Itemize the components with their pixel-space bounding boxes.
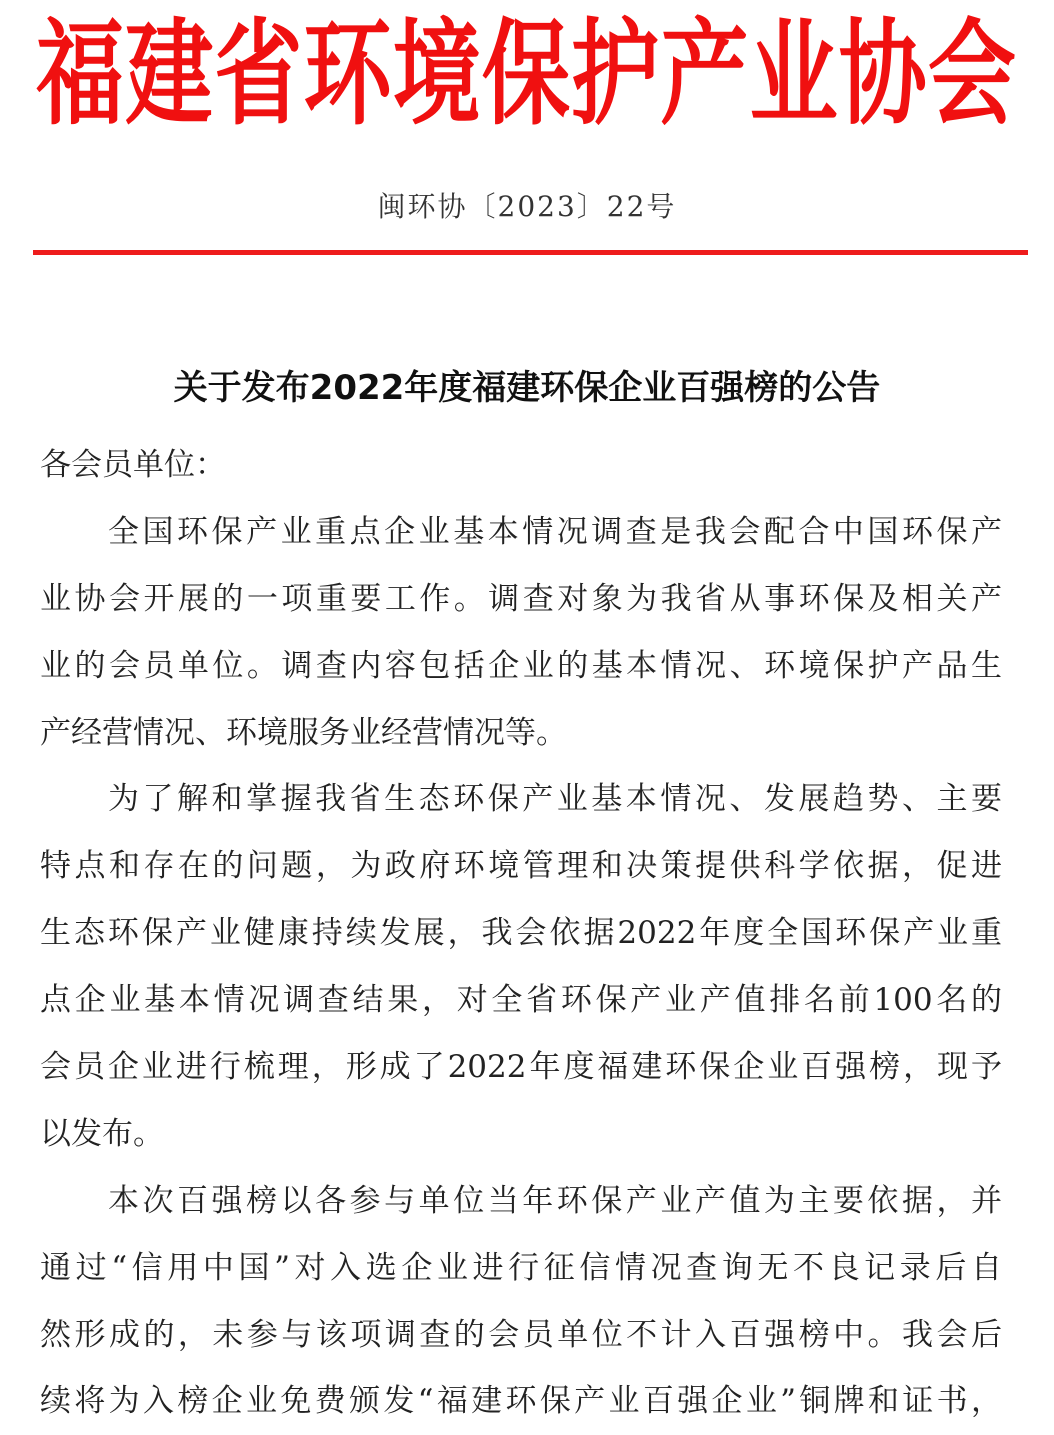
paragraph-line: 以发布。 bbox=[40, 1115, 164, 1152]
paragraph-line: 全国环保产业重点企业基本情况调查是我会配合中国环保产 bbox=[108, 513, 1002, 550]
red-divider-line bbox=[33, 250, 1028, 255]
letterhead-char: 环 bbox=[303, 5, 392, 141]
letterhead-char: 建 bbox=[125, 5, 214, 141]
letterhead-char: 协 bbox=[838, 5, 927, 141]
paragraph-line: 点企业基本情况调查结果，对全省环保产业产值排名前100名的 bbox=[40, 982, 1002, 1019]
paragraph bbox=[40, 766, 1002, 1167]
document-title: 关于发布2022年度福建环保企业百强榜的公告 bbox=[173, 368, 881, 408]
paragraph-line: 续将为入榜企业免费颁发“福建环保产业百强企业”铜牌和证书， bbox=[40, 1383, 1002, 1420]
paragraph bbox=[40, 1168, 1002, 1435]
letterhead-char: 境 bbox=[392, 5, 481, 141]
document-number: 闽环协〔2023〕22号 bbox=[377, 190, 677, 223]
letterhead-char: 产 bbox=[660, 5, 749, 141]
letterhead-char: 省 bbox=[214, 5, 303, 141]
document-body bbox=[40, 432, 1002, 1435]
paragraph-line: 会员企业进行梳理，形成了2022年度福建环保企业百强榜，现予 bbox=[40, 1049, 1002, 1086]
paragraph-line: 业的会员单位。调查内容包括企业的基本情况、环境保护产品生 bbox=[40, 647, 1002, 684]
paragraph bbox=[40, 499, 1002, 767]
organization-letterhead bbox=[36, 5, 1016, 141]
letterhead-char: 保 bbox=[481, 5, 570, 141]
paragraph-line: 产经营情况、环境服务业经营情况等。 bbox=[40, 714, 567, 751]
paragraph-line: 生态环保产业健康持续发展，我会依据2022年度全国环保产业重 bbox=[40, 915, 1002, 952]
letterhead-char: 福 bbox=[36, 5, 125, 141]
paragraph-line: 通过“信用中国”对入选企业进行征信情况查询无不良记录后自 bbox=[40, 1249, 1002, 1286]
paragraph-line: 特点和存在的问题，为政府环境管理和决策提供科学依据，促进 bbox=[40, 848, 1002, 885]
paragraph-line: 为了解和掌握我省生态环保产业基本情况、发展趋势、主要 bbox=[108, 781, 1002, 818]
paragraph-line: 本次百强榜以各参与单位当年环保产业产值为主要依据，并 bbox=[108, 1182, 1002, 1219]
salutation: 各会员单位： bbox=[40, 447, 226, 483]
paragraph-line: 然形成的，未参与该项调查的会员单位不计入百强榜中。我会后 bbox=[40, 1316, 1002, 1353]
letterhead-char: 会 bbox=[927, 5, 1016, 141]
letterhead-char: 护 bbox=[571, 5, 660, 141]
letterhead-char: 业 bbox=[749, 5, 838, 141]
paragraph-line: 业协会开展的一项重要工作。调查对象为我省从事环保及相关产 bbox=[40, 580, 1002, 617]
